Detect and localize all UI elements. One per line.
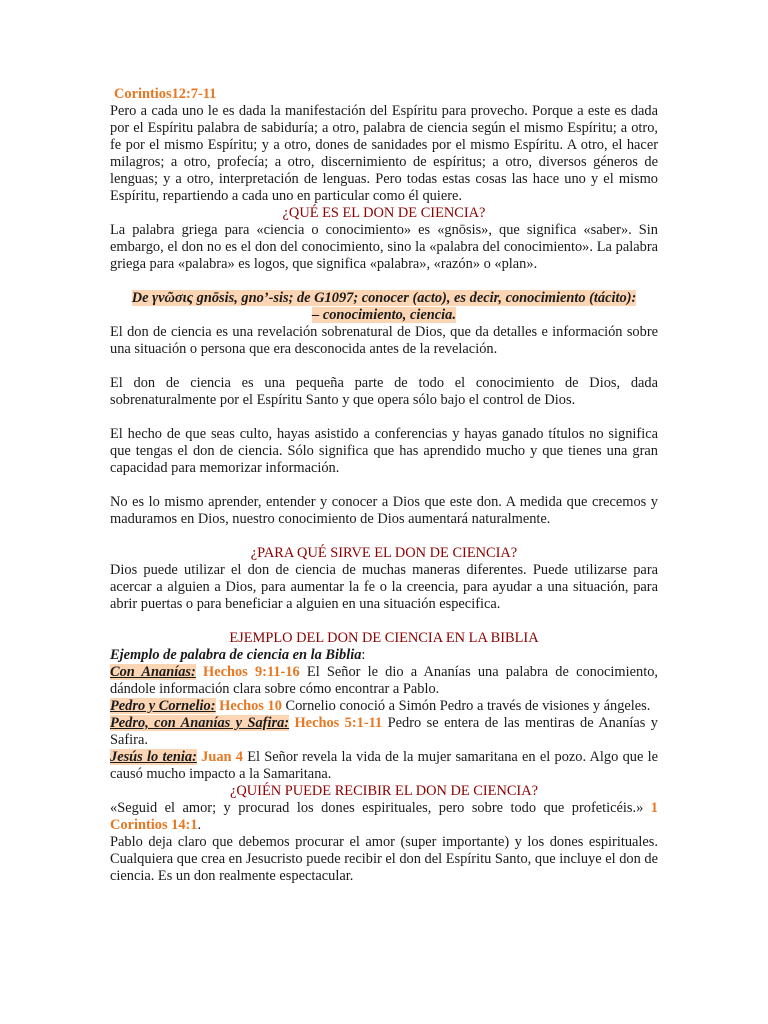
example-label: Pedro, con Ananías y Safira: bbox=[110, 715, 290, 731]
culture-paragraph: El hecho de que seas culto, hayas asistido a conferencias y hayas ganado títulos no significa que tengas el don de ciencia. Sólo significa que has aprendido mucho y que tienes una gran capacidad para memorizar información. bbox=[110, 426, 658, 476]
example-label: Jesús lo tenia: bbox=[110, 749, 197, 765]
example-item bbox=[110, 749, 658, 783]
example-reference: Hechos 10 bbox=[219, 698, 282, 714]
example-text: Pedro se entera de las mentiras de Ananías y Safira. bbox=[110, 715, 658, 748]
example-text: Cornelio conoció a Simón Pedro a través de visiones y ángeles. bbox=[281, 698, 651, 714]
example-item bbox=[110, 715, 658, 749]
uses-paragraph: Dios puede utilizar el don de ciencia de muchas maneras diferentes. Puede utilizarse para acercar a alguien a Dios, para aumentar la fe o la creencia, para ayudar a una situación, para abrir puertas o para beneficiar a alguien en una situación especifica. bbox=[110, 562, 658, 612]
example-reference: Hechos 9:11-16 bbox=[203, 664, 300, 680]
heading-que-es: ¿QUÉ ES EL DON DE CIENCIA? bbox=[282, 205, 486, 221]
example-label: Con Ananías: bbox=[110, 664, 196, 680]
document-body bbox=[110, 86, 658, 885]
quote-reference: 1 Corintios 14:1 bbox=[110, 800, 658, 833]
example-reference: Juan 4 bbox=[201, 749, 243, 765]
quote-end: . bbox=[197, 817, 202, 833]
example-text: El Señor revela la vida de la mujer samaritana en el pozo. Algo que le causó mucho impacto a la Samaritana. bbox=[110, 749, 658, 782]
definition-paragraph: El don de ciencia es una revelación sobrenatural de Dios, que da detalles e información sobre una situación o persona que era desconocida antes de la revelación. bbox=[110, 324, 658, 357]
heading-quien-puede: ¿QUIÉN PUEDE RECIBIR EL DON DE CIENCIA? bbox=[229, 783, 539, 799]
examples-intro-title: Ejemplo de palabra de ciencia en la Biblia bbox=[110, 647, 362, 663]
example-label: Pedro y Cornelio: bbox=[110, 698, 216, 714]
greek-definition-line-2: – conocimiento, ciencia. bbox=[312, 307, 456, 323]
example-reference: Hechos 5:1-11 bbox=[294, 715, 383, 731]
growth-paragraph: No es lo mismo aprender, entender y conocer a Dios que este don. A medida que crecemos y maduramos en Dios, nuestro conocimiento de Dios aumentará naturalmente. bbox=[110, 494, 658, 527]
closing-paragraph: Pablo deja claro que debemos procurar el amor (super importante) y los dones espirituales. Cualquiera que crea en Jesucristo puede recibir el don del Espíritu Santo, que incluye el don de ciencia. Es un don realmente espectacular. bbox=[110, 834, 658, 884]
reference-title: Corintios12:7-11 bbox=[114, 86, 217, 102]
example-text: El Señor le dio a Ananías una palabra de conocimiento, dándole información clara sobre cómo encontrar a Pablo. bbox=[110, 664, 658, 697]
examples-intro-colon: : bbox=[361, 647, 366, 663]
example-item bbox=[110, 664, 658, 698]
example-item bbox=[110, 698, 658, 715]
greek-word-paragraph: La palabra griega para «ciencia o conocimiento» es «gnōsis», que significa «saber». Sin embargo, el don no es el don del conocimiento, sino la «palabra del conocimiento». La palabra griega para «palabra» es logos, que significa «palabra», «razón» o «plan». bbox=[110, 222, 658, 272]
quote-text: «Seguid el amor; y procurad los dones espirituales, pero sobre todo que profeticéis.» bbox=[110, 800, 651, 816]
examples-intro bbox=[110, 647, 658, 664]
intro-paragraph: Pero a cada uno le es dada la manifestación del Espíritu para provecho. Porque a este es dada por el Espíritu palabra de sabiduría; a otro, palabra de ciencia según el mismo Espíritu; a otro, fe por el mismo Espíritu; y a otro, dones de sanidades por el mismo Espíritu. A otro, el hacer milagros; a otro, profecía; a otro, discernimiento de espíritus; a otro, diversos géneros de lenguas; y a otro, interpretación de lenguas. Pero todas estas cosas las hace uno y el mismo Espíritu, repartiendo a cada uno en particular como él quiere. bbox=[110, 103, 658, 204]
part-of-knowledge-paragraph: El don de ciencia es una pequeña parte de todo el conocimiento de Dios, dada sobrenaturalmente por el Espíritu Santo y que opera sólo bajo el control de Dios. bbox=[110, 375, 658, 408]
heading-ejemplo: EJEMPLO DEL DON DE CIENCIA EN LA BIBLIA bbox=[229, 630, 539, 646]
quote-paragraph bbox=[110, 800, 658, 834]
heading-para-que-sirve: ¿PARA QUÉ SIRVE EL DON DE CIENCIA? bbox=[250, 545, 518, 561]
greek-definition-line-1: De γνῶσις gnōsis, gno’-sis; de G1097; conocer (acto), es decir, conocimiento (tácito): bbox=[131, 290, 637, 306]
greek-definition-highlight bbox=[110, 290, 658, 324]
